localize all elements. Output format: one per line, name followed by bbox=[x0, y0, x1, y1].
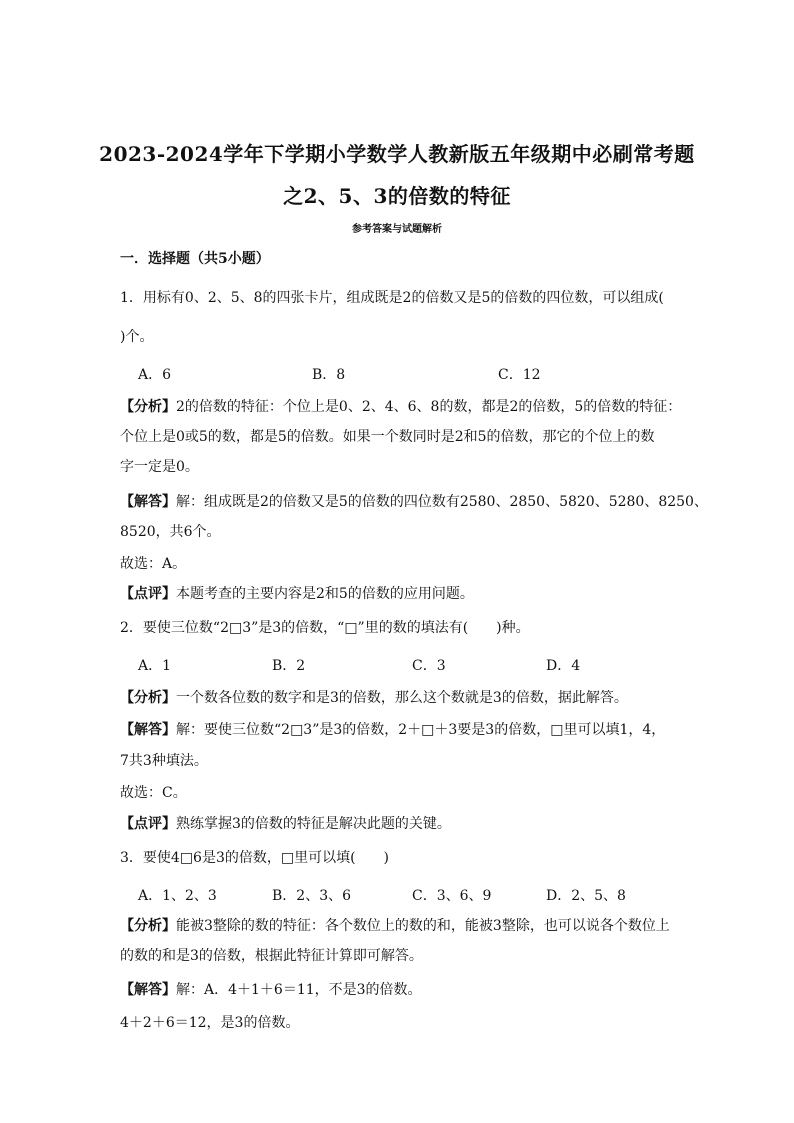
q2-choice: 故选：C。 bbox=[120, 785, 187, 801]
q1-analysis-line-1 bbox=[120, 396, 681, 416]
q2-analysis bbox=[120, 687, 628, 707]
q3-stem: 3．要使4□6是3的倍数，□里可以填( ) bbox=[120, 850, 390, 866]
q1-answer-text-1: 解：组成既是2的倍数又是5的倍数的四位数有2580、2850、5820、5280、8250、 bbox=[176, 494, 708, 510]
analysis-tag: 【分析】 bbox=[120, 690, 176, 706]
q2-stem: 2．要使三位数“2□3”是3的倍数，“□”里的数的填法有( )种。 bbox=[120, 620, 530, 636]
section-heading: 一．选择题（共5小题） bbox=[120, 251, 270, 267]
q2-option-a: A．1 bbox=[138, 658, 172, 674]
q3-analysis-text-1: 能被3整除的数的特征：各个数位上的数的和，能被3整除，也可以说各个数位上 bbox=[176, 918, 670, 934]
q3-analysis-line-1 bbox=[120, 915, 670, 935]
comment-tag: 【点评】 bbox=[120, 586, 176, 602]
q1-answer-line-2: 8520，共6个。 bbox=[120, 524, 221, 540]
q1-comment bbox=[120, 583, 474, 603]
q1-stem-line-1: 1．用标有0、2、5、8的四张卡片，组成既是2的倍数又是5的倍数的四位数，可以组成( bbox=[120, 290, 664, 306]
q2-option-d: D．4 bbox=[546, 658, 581, 674]
document-title-line-1: 2023-2024学年下学期小学数学人教新版五年级期中必刷常考题 bbox=[99, 142, 695, 166]
q3-answer-line-1 bbox=[120, 979, 422, 999]
q1-analysis-line-3: 字一定是0。 bbox=[120, 459, 199, 475]
q2-comment bbox=[120, 813, 451, 833]
q1-choice: 故选：A。 bbox=[120, 556, 187, 572]
q1-comment-text: 本题考查的主要内容是2和5的倍数的应用问题。 bbox=[176, 586, 474, 602]
analysis-tag: 【分析】 bbox=[120, 399, 176, 415]
q3-option-b: B．2、3、6 bbox=[272, 888, 352, 904]
document-subtitle: 参考答案与试题解析 bbox=[352, 224, 442, 235]
q2-option-b: B．2 bbox=[272, 658, 306, 674]
q1-option-c: C．12 bbox=[498, 367, 541, 383]
q2-answer-line-1 bbox=[120, 719, 665, 739]
q3-option-d: D．2、5、8 bbox=[546, 888, 626, 904]
q3-answer-text-1: 解：A．4＋1＋6＝11，不是3的倍数。 bbox=[176, 982, 422, 998]
answer-tag: 【解答】 bbox=[120, 722, 176, 738]
comment-tag: 【点评】 bbox=[120, 816, 176, 832]
q3-analysis-line-2: 的数的和是3的倍数，根据此特征计算即可解答。 bbox=[120, 948, 423, 964]
q2-option-c: C．3 bbox=[412, 658, 446, 674]
q3-option-c: C．3、6、9 bbox=[412, 888, 492, 904]
q1-analysis-text-1: 2的倍数的特征：个位上是0、2、4、6、8的数，都是2的倍数，5的倍数的特征： bbox=[176, 399, 682, 415]
q3-option-a: A．1、2、3 bbox=[138, 888, 217, 904]
q1-stem-line-2: )个。 bbox=[120, 329, 154, 345]
q1-option-a: A．6 bbox=[138, 367, 172, 383]
answer-tag: 【解答】 bbox=[120, 982, 176, 998]
q2-answer-text-1: 解：要使三位数“2□3”是3的倍数，2＋□＋3要是3的倍数，□里可以填1，4， bbox=[176, 722, 666, 738]
q1-answer-line-1 bbox=[120, 491, 708, 511]
q2-answer-line-2: 7共3种填法。 bbox=[120, 753, 208, 769]
q1-analysis-line-2: 个位上是0或5的数，都是5的倍数。如果一个数同时是2和5的倍数，那它的个位上的数 bbox=[120, 429, 655, 445]
answer-tag: 【解答】 bbox=[120, 494, 176, 510]
document-title-line-2: 之2、5、3的倍数的特征 bbox=[283, 184, 511, 208]
q2-analysis-text: 一个数各位数的数字和是3的倍数，那么这个数就是3的倍数，据此解答。 bbox=[176, 690, 628, 706]
analysis-tag: 【分析】 bbox=[120, 918, 176, 934]
q1-option-b: B．8 bbox=[312, 367, 346, 383]
q2-comment-text: 熟练掌握3的倍数的特征是解决此题的关键。 bbox=[176, 816, 451, 832]
q3-answer-line-2: 4＋2＋6＝12，是3的倍数。 bbox=[120, 1015, 300, 1031]
